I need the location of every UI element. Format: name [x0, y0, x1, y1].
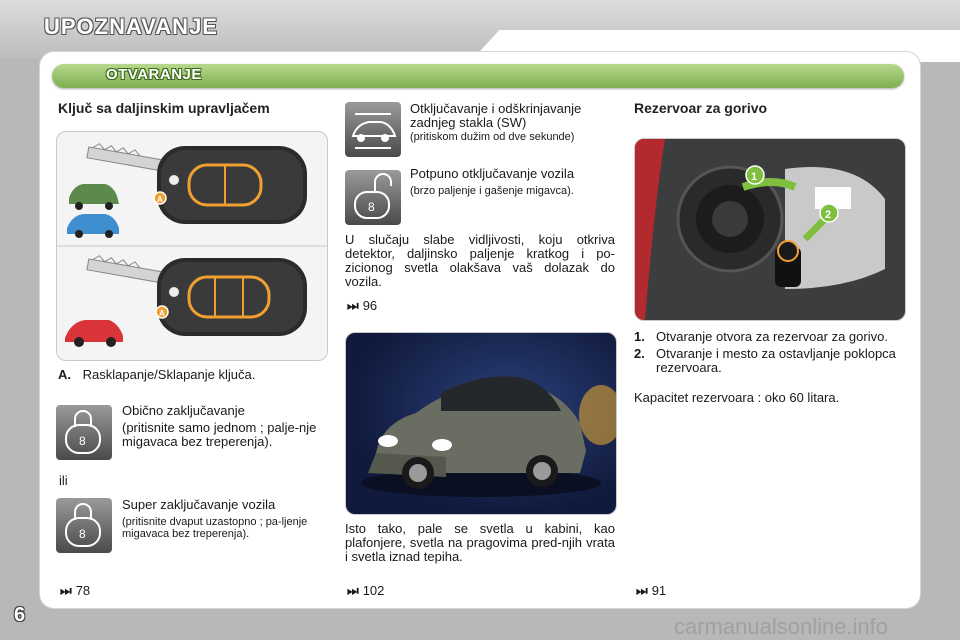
- step-number: 1.: [634, 329, 645, 344]
- car-lights-photo: [345, 332, 617, 515]
- remote-key-heading: Ključ sa daljinskim upravljačem: [58, 100, 270, 116]
- ref-78[interactable]: [60, 583, 90, 599]
- lock1-desc: (pritisnite samo jednom ; palje-nje migavaca bez treperenja).: [122, 420, 317, 449]
- lock2-title: Super zaključavanje vozila: [122, 497, 276, 512]
- ref-102[interactable]: [347, 583, 384, 599]
- remote-key-figure: [56, 131, 328, 361]
- step-text: Otvaranje otvora za rezervoar za gorivo.: [656, 329, 888, 344]
- car-illustration: [346, 333, 616, 514]
- headlight-glow: [378, 435, 398, 447]
- key-caption: [58, 368, 255, 382]
- ref-96[interactable]: [347, 298, 377, 314]
- watermark: carmanualsonline.info: [674, 614, 889, 639]
- ref-arrow-icon: ⏭: [347, 298, 359, 313]
- callout-a-lower: A: [159, 309, 165, 318]
- ref-page: 78: [75, 583, 91, 598]
- step-number: 2.: [634, 346, 645, 361]
- item2-desc: (brzo paljenje i gašenje migavca).: [410, 185, 574, 197]
- ref-arrow-icon: ⏭: [60, 583, 72, 598]
- svg-text:8: 8: [79, 527, 86, 541]
- rear-window-unlock-icon: [345, 102, 401, 157]
- or-text: ili: [59, 473, 68, 488]
- ref-arrow-icon: ⏭: [347, 583, 359, 598]
- car-blue-icon: [67, 214, 119, 238]
- caption-label: A.: [58, 367, 71, 382]
- fuel-steps-list: [634, 330, 904, 375]
- super-lock-icon: [56, 498, 112, 553]
- svg-text:8: 8: [368, 200, 375, 214]
- car-red-icon: [65, 320, 123, 347]
- callout-2: 2: [825, 209, 832, 221]
- lock2-desc: (pritisnite dvaput uzastopno ; pa-ljenje migavaca bez treperenja).: [122, 516, 308, 540]
- remote-key-illustration: [57, 132, 327, 360]
- ref-page: 96: [362, 298, 378, 313]
- lock1-title: Obično zaključavanje: [122, 403, 245, 418]
- item1-title: Otključavanje i odškrinjavanje zadnjeg stakla (SW): [410, 101, 582, 130]
- visibility-text: U slučaju slabe vidljivosti, koju otkriva detektor, daljinsko paljenje kratkog i po-zicionog svetla olakšava vaš dolazak do vozila.: [345, 232, 615, 289]
- item1-desc: (pritiskom dužim od dve sekunde): [410, 131, 575, 143]
- page-title: UPOZNAVANJE: [44, 14, 218, 39]
- fuel-cap-illustration: [635, 139, 905, 320]
- tail-light-glow: [579, 385, 616, 445]
- step-text: Otvaranje i mesto za ostavljanje poklopca rezervoara.: [656, 346, 896, 375]
- svg-text:8: 8: [79, 434, 86, 448]
- callout-1: 1: [751, 171, 758, 183]
- ref-91[interactable]: [636, 583, 666, 599]
- list-item: [634, 330, 904, 344]
- fuel-cap-photo: [634, 138, 906, 321]
- page-number: 6: [14, 604, 26, 626]
- callout-a-upper: A: [157, 195, 163, 204]
- ref-arrow-icon: ⏭: [636, 583, 648, 598]
- fuel-capacity: Kapacitet rezervoara : oko 60 litara.: [634, 390, 840, 405]
- caption-text: Rasklapanje/Sklapanje ključa.: [82, 367, 256, 382]
- key-blade-upper: [87, 142, 169, 172]
- lock-icon: [56, 405, 112, 460]
- list-item: [634, 347, 904, 375]
- ref-page: 102: [362, 583, 385, 598]
- unlock-icon: [345, 170, 401, 225]
- fuel-tank-heading: Rezervoar za gorivo: [634, 100, 768, 116]
- car-green-icon: [69, 184, 119, 210]
- car-lights-text: Isto tako, pale se svetla u kabini, kao plafonjere, svetla na pragovima pred-njih vrata i svetla iznad tepiha.: [345, 521, 615, 564]
- ref-page: 91: [651, 583, 667, 598]
- item2-title: Potpuno otključavanje vozila: [410, 166, 575, 181]
- key-blade-lower: [87, 254, 169, 284]
- section-title: OTVARANJE: [106, 66, 202, 83]
